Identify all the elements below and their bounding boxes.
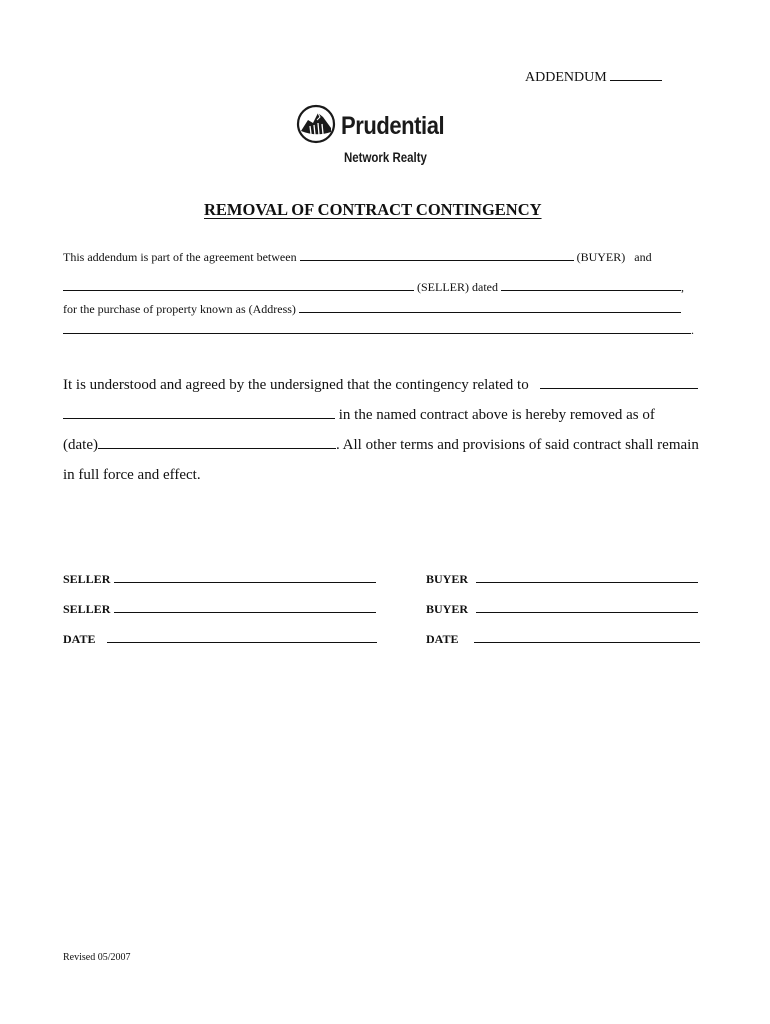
revision-note: Revised 05/2007: [63, 952, 131, 963]
seller-date-row: [63, 630, 377, 648]
buyer-date-label: DATE: [426, 632, 459, 646]
contingency-field-1[interactable]: [540, 388, 698, 389]
parties-line-1: [63, 250, 652, 265]
period-text: .: [691, 323, 694, 337]
seller-label-2: SELLER: [63, 602, 111, 616]
and-text: and: [634, 250, 652, 264]
seller-label-1: SELLER: [63, 572, 111, 586]
buyer-label-2: BUYER: [426, 602, 469, 616]
body-text-1: It is understood and agreed by the undersigned that the contingency related to: [63, 377, 529, 393]
brand-name: Prudential: [341, 112, 445, 140]
brand-subtitle: Network Realty: [344, 150, 427, 165]
parties-line-3: [63, 302, 681, 317]
seller-role-label: (SELLER) dated: [417, 280, 498, 294]
addendum-number-field[interactable]: [610, 80, 662, 81]
body-text-3: . All other terms and provisions of said contract shall remain: [335, 437, 699, 453]
seller-signature-field-2[interactable]: [114, 612, 376, 613]
seller-signature-field-1[interactable]: [114, 582, 376, 583]
body-line-3: [63, 437, 699, 454]
address-prefix-text: for the purchase of property known as (Address): [63, 302, 296, 316]
parties-line-2: [63, 280, 684, 295]
buyer-signature-field-2[interactable]: [476, 612, 698, 613]
agreement-between-text: This addendum is part of the agreement between: [63, 250, 297, 264]
address-field-1[interactable]: [299, 312, 681, 313]
buyer-date-row: [426, 630, 700, 648]
seller-date-label: DATE: [63, 632, 96, 646]
body-line-1: [63, 377, 698, 394]
dated-field[interactable]: [501, 290, 681, 291]
rock-of-gibraltar-icon: [296, 104, 336, 144]
buyer-date-field[interactable]: [474, 642, 700, 643]
title-text: REMOVAL OF CONTRACT CONTINGENCY: [204, 200, 542, 219]
seller-name-field[interactable]: [63, 290, 414, 291]
parties-line-4: [63, 323, 694, 338]
prudential-logo: [296, 104, 476, 174]
contingency-field-2[interactable]: [63, 418, 335, 419]
buyer-signature-row-1: [426, 570, 698, 588]
buyer-label-1: BUYER: [426, 572, 469, 586]
seller-date-field[interactable]: [107, 642, 377, 643]
body-text-4: in full force and effect.: [63, 467, 201, 483]
removal-date-field[interactable]: [98, 448, 336, 449]
seller-signature-row-1: [63, 570, 376, 588]
date-prefix-text: (date): [63, 437, 98, 453]
seller-signature-row-2: [63, 600, 376, 618]
address-field-2[interactable]: [63, 333, 691, 334]
buyer-signature-row-2: [426, 600, 698, 618]
buyer-name-field[interactable]: [300, 260, 574, 261]
addendum-heading: [525, 70, 662, 86]
body-line-2: [63, 407, 655, 424]
comma-text: ,: [680, 280, 684, 294]
buyer-role-label: (BUYER): [576, 250, 626, 264]
body-text-2: in the named contract above is hereby removed as of: [338, 407, 655, 423]
buyer-signature-field-1[interactable]: [476, 582, 698, 583]
addendum-label: ADDENDUM: [525, 70, 607, 85]
body-line-4: [63, 467, 201, 484]
